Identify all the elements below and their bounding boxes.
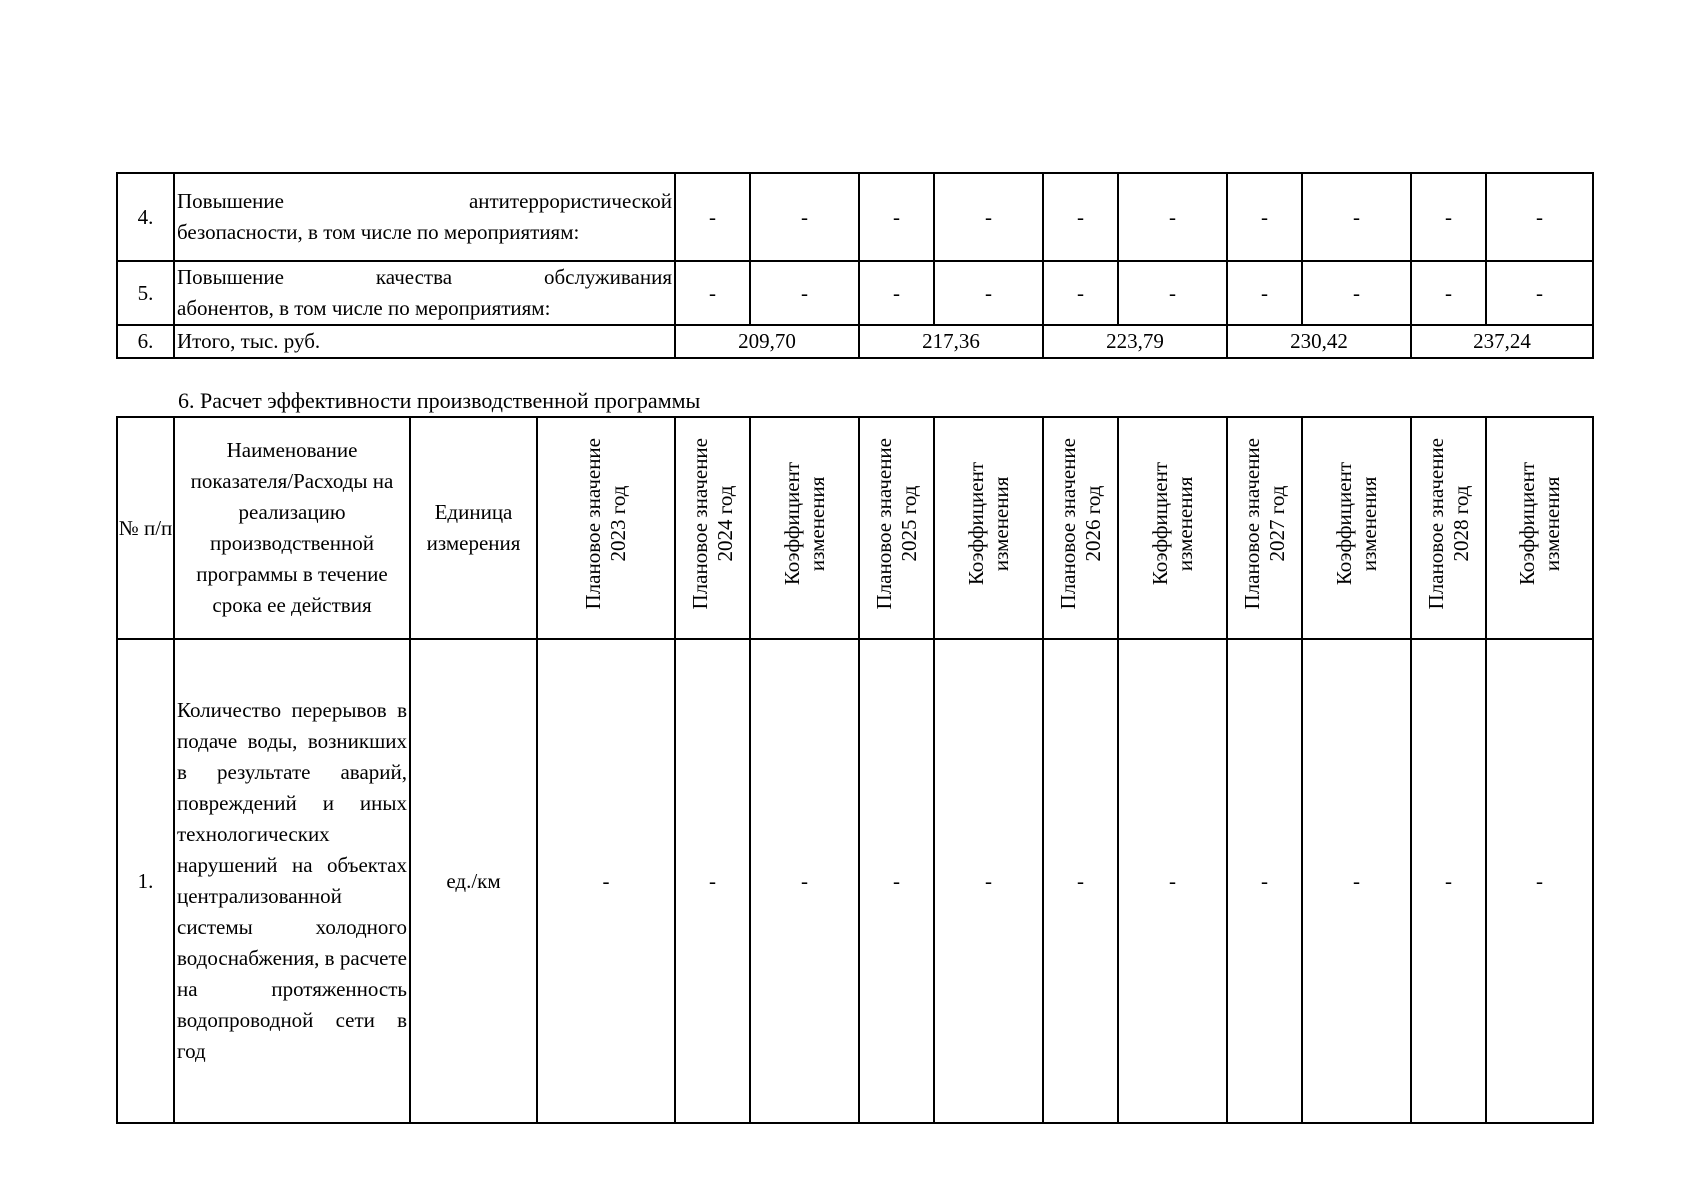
table-cell: - xyxy=(675,639,750,1123)
table-cell: - xyxy=(1043,261,1118,325)
header-plan-2024: Плановое значение 2024 год xyxy=(675,417,750,639)
total-value: 237,24 xyxy=(1411,325,1593,358)
table-cell: - xyxy=(1043,173,1118,261)
table-row xyxy=(117,261,1593,325)
row-name: Повышение антитеррористической безопасности, в том числе по мероприятиям: xyxy=(174,173,675,261)
row-number: 6. xyxy=(117,325,174,358)
header-coef: Коэффициент изменения xyxy=(1486,417,1593,639)
table-cell: - xyxy=(750,639,859,1123)
table-cell: - xyxy=(934,639,1043,1123)
header-plan-2027: Плановое значение 2027 год xyxy=(1227,417,1302,639)
table-cell: - xyxy=(537,639,675,1123)
total-value: 209,70 xyxy=(675,325,859,358)
row-unit: ед./км xyxy=(410,639,537,1123)
header-row xyxy=(117,417,1593,639)
row-name: Повышение качества обслуживания абонентов, в том числе по мероприятиям: xyxy=(174,261,675,325)
header-plan-2025: Плановое значение 2025 год xyxy=(859,417,934,639)
table-cell: - xyxy=(1411,261,1486,325)
table-cell: - xyxy=(1302,261,1411,325)
table-cell: - xyxy=(1227,639,1302,1123)
table-cell: - xyxy=(750,261,859,325)
section-title: 6. Расчет эффективности производственной программы xyxy=(178,388,701,413)
table-cell: - xyxy=(750,173,859,261)
total-value: 223,79 xyxy=(1043,325,1227,358)
costs-table xyxy=(116,172,1594,359)
row-number: 1. xyxy=(117,639,174,1123)
header-unit: Единица измерения xyxy=(410,417,537,639)
header-plan-2028: Плановое значение 2028 год xyxy=(1411,417,1486,639)
table-cell: - xyxy=(934,173,1043,261)
header-coef: Коэффициент изменения xyxy=(1302,417,1411,639)
table-cell: - xyxy=(1486,173,1593,261)
row-number: 5. xyxy=(117,261,174,325)
table-cell: - xyxy=(1118,639,1227,1123)
header-coef: Коэффициент изменения xyxy=(750,417,859,639)
header-num: № п/п xyxy=(117,417,174,639)
row-name: Количество перерывов в подаче воды, возникших в результате аварий, повреждений и иных технологических нарушений на объектах централизованной системы холодного водоснабжения, в расчете на протяженность водопроводной сети в год xyxy=(174,639,410,1123)
table-cell: - xyxy=(1043,639,1118,1123)
table-cell: - xyxy=(1227,173,1302,261)
table-cell: - xyxy=(1118,173,1227,261)
row-number: 4. xyxy=(117,173,174,261)
table-cell: - xyxy=(1486,639,1593,1123)
total-row xyxy=(117,325,1593,358)
efficiency-table xyxy=(116,416,1594,1124)
table-cell: - xyxy=(1302,173,1411,261)
table-cell: - xyxy=(859,173,934,261)
table-cell: - xyxy=(1227,261,1302,325)
table-cell: - xyxy=(675,261,750,325)
total-value: 230,42 xyxy=(1227,325,1411,358)
table-cell: - xyxy=(1411,173,1486,261)
header-coef: Коэффициент изменения xyxy=(1118,417,1227,639)
table-cell: - xyxy=(859,639,934,1123)
table-cell: - xyxy=(1118,261,1227,325)
total-value: 217,36 xyxy=(859,325,1043,358)
table-cell: - xyxy=(1302,639,1411,1123)
table-cell: - xyxy=(859,261,934,325)
header-name: Наименование показателя/Расходы на реализацию производственной программы в течение срока ее действия xyxy=(174,417,410,639)
table-row xyxy=(117,639,1593,1123)
table-cell: - xyxy=(1486,261,1593,325)
header-coef: Коэффициент изменения xyxy=(934,417,1043,639)
table-cell: - xyxy=(1411,639,1486,1123)
table-row xyxy=(117,173,1593,261)
header-plan-2023: Плановое значение 2023 год xyxy=(537,417,675,639)
table-cell: - xyxy=(675,173,750,261)
total-label: Итого, тыс. руб. xyxy=(174,325,675,358)
table-cell: - xyxy=(934,261,1043,325)
header-plan-2026: Плановое значение 2026 год xyxy=(1043,417,1118,639)
